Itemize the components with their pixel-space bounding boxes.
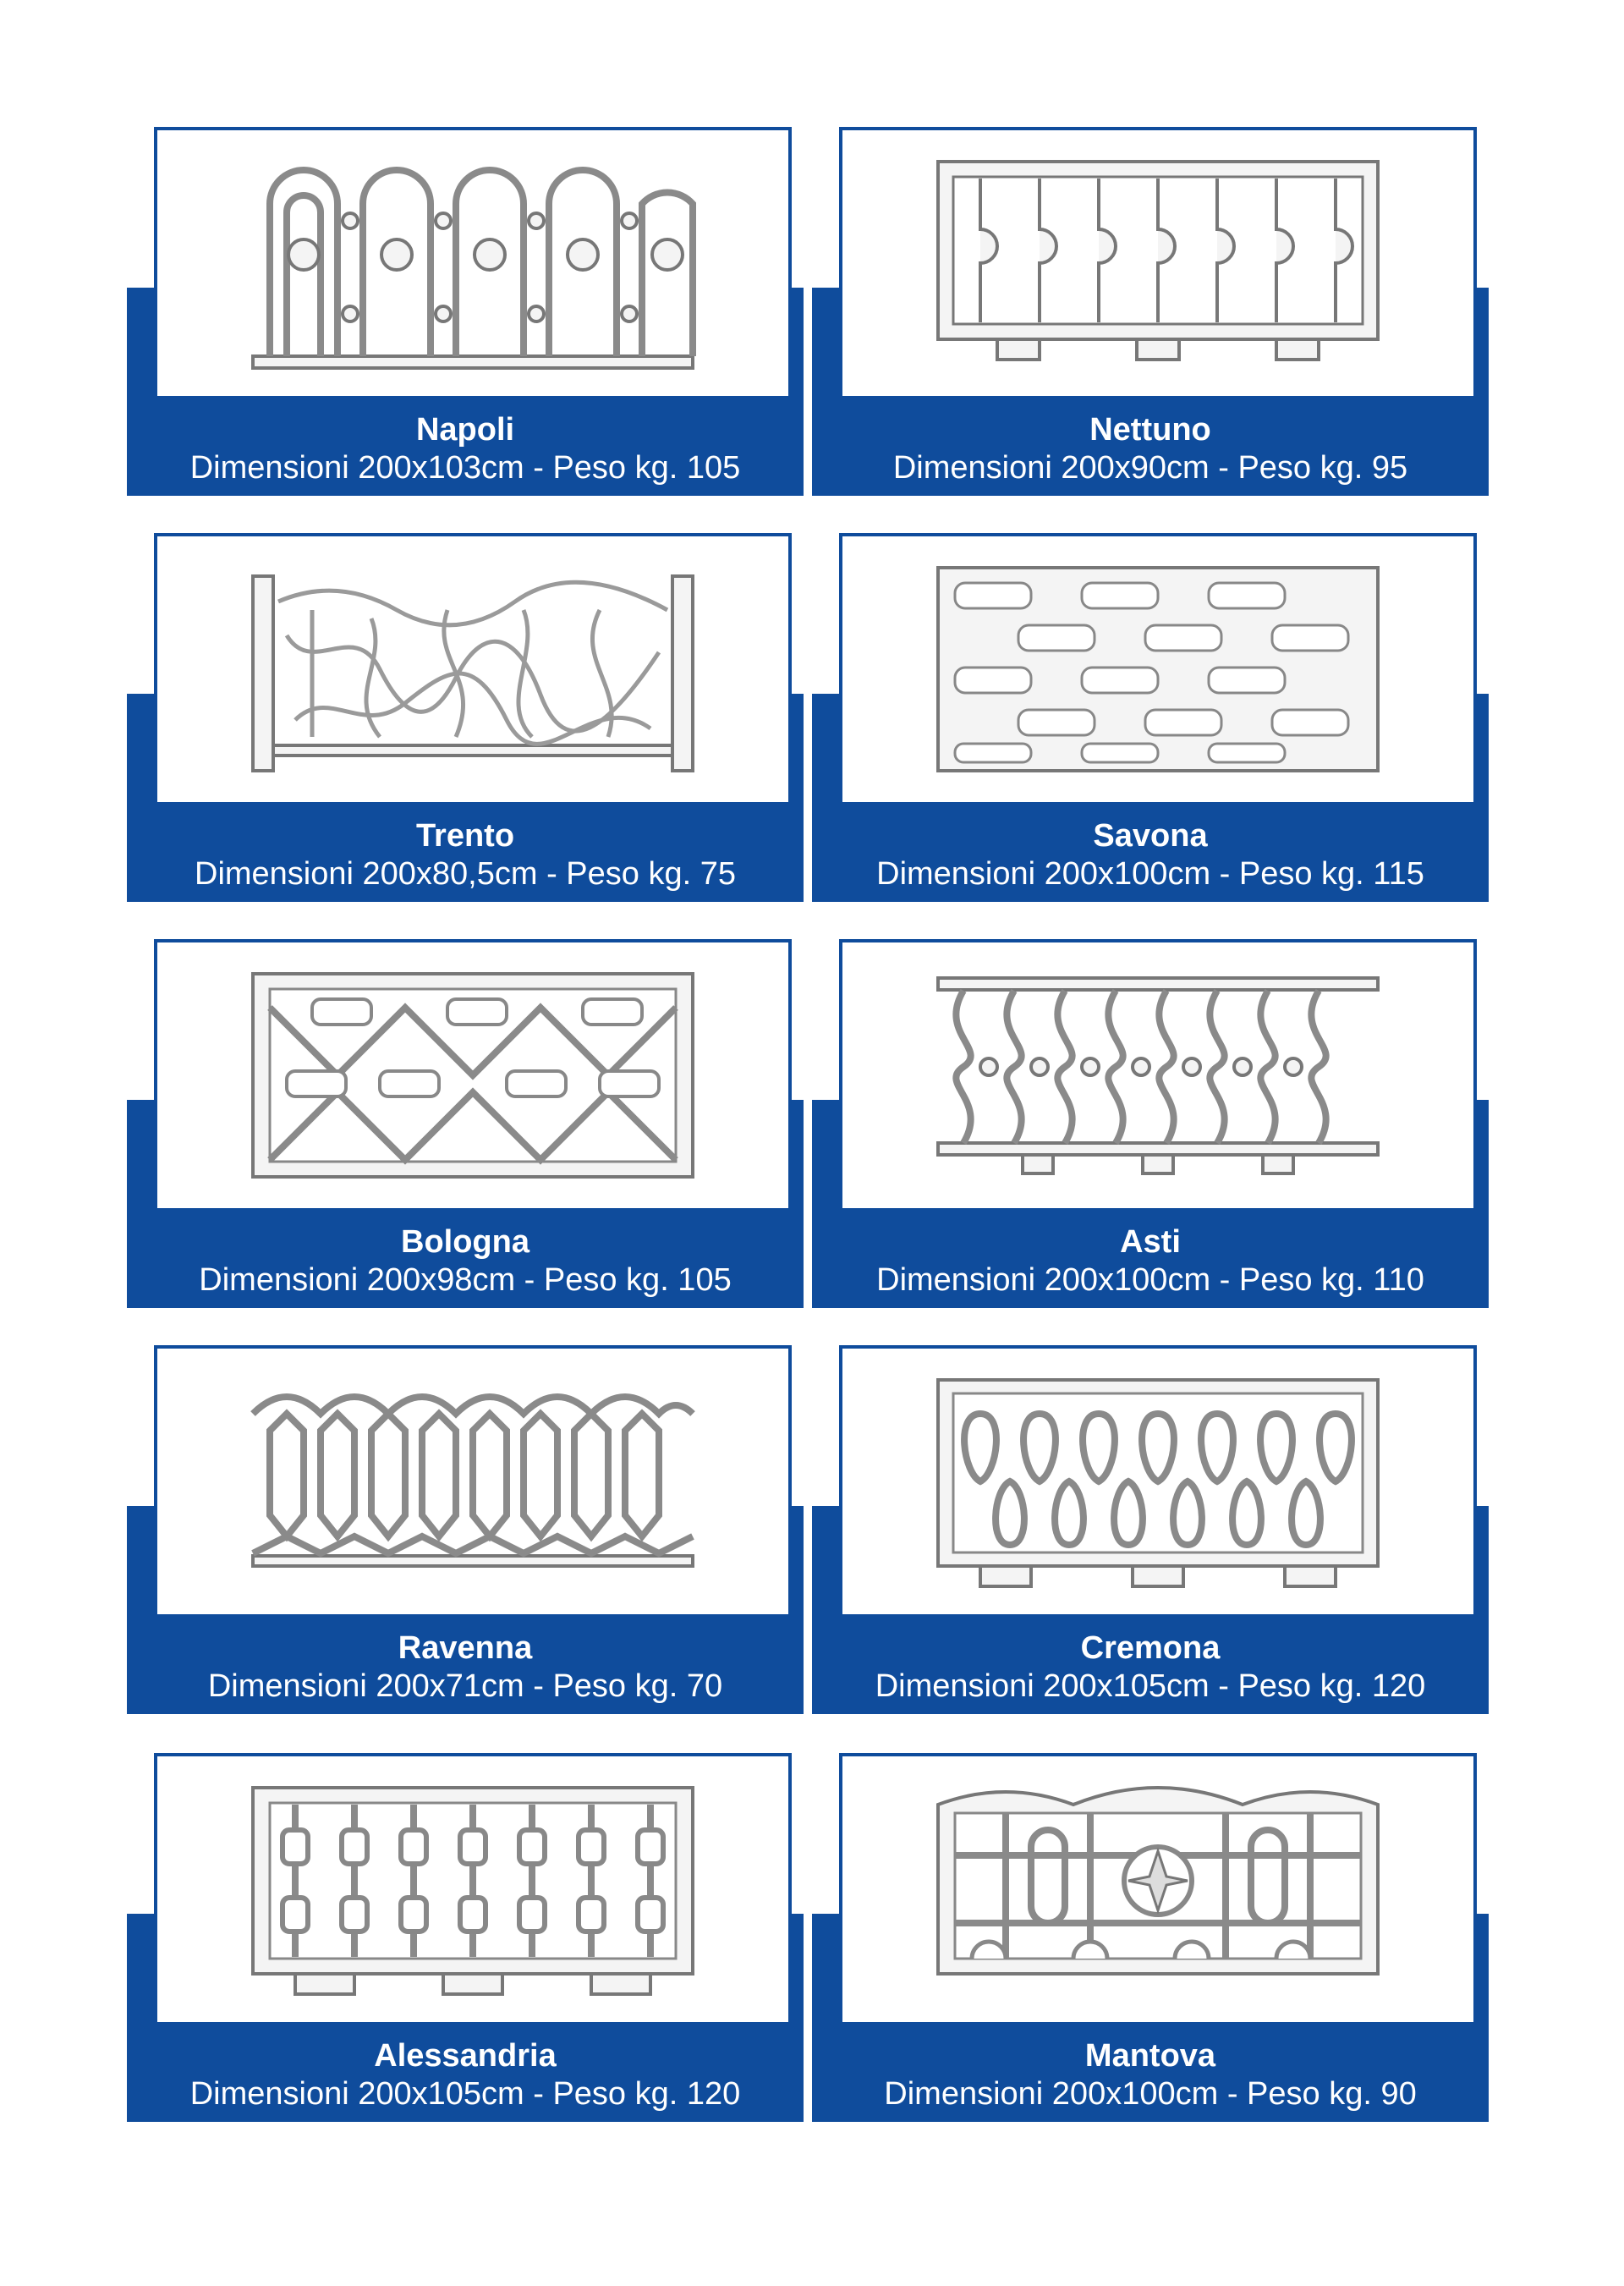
product-spec: Dimensioni 200x100cm - Peso kg. 110 bbox=[876, 1262, 1424, 1298]
product-card-nettuno bbox=[812, 127, 1489, 496]
napoli-railing-image bbox=[236, 145, 710, 382]
product-caption bbox=[127, 817, 804, 893]
product-image-frame bbox=[839, 1345, 1477, 1618]
product-image-frame bbox=[154, 1345, 792, 1618]
product-image-frame bbox=[154, 127, 792, 399]
product-name: Savona bbox=[1093, 818, 1208, 854]
asti-railing-image bbox=[921, 957, 1395, 1194]
product-spec: Dimensioni 200x103cm - Peso kg. 105 bbox=[189, 450, 741, 486]
product-caption bbox=[812, 1629, 1489, 1706]
product-spec: Dimensioni 200x105cm - Peso kg. 120 bbox=[189, 2076, 741, 2112]
product-image-frame bbox=[839, 533, 1477, 805]
product-name: Asti bbox=[1120, 1224, 1181, 1260]
nettuno-railing-image bbox=[921, 145, 1395, 382]
product-name: Ravenna bbox=[398, 1630, 533, 1666]
product-caption bbox=[127, 2037, 804, 2113]
product-card-trento bbox=[127, 533, 804, 902]
mantova-railing-image bbox=[921, 1771, 1395, 2008]
product-image-frame bbox=[154, 939, 792, 1212]
product-name: Trento bbox=[415, 818, 515, 854]
savona-railing-image bbox=[921, 551, 1395, 788]
product-spec: Dimensioni 200x80,5cm - Peso kg. 75 bbox=[195, 856, 736, 892]
product-name: Mantova bbox=[1084, 2038, 1216, 2074]
product-name: Bologna bbox=[401, 1224, 529, 1260]
product-card-bologna bbox=[127, 939, 804, 1308]
product-image-frame bbox=[839, 1753, 1477, 2025]
cremona-railing-image bbox=[921, 1363, 1395, 1600]
product-card-cremona bbox=[812, 1345, 1489, 1714]
product-image-frame bbox=[154, 533, 792, 805]
product-card-ravenna bbox=[127, 1345, 804, 1714]
product-card-asti bbox=[812, 939, 1489, 1308]
bologna-railing-image bbox=[236, 957, 710, 1194]
product-image-frame bbox=[154, 1753, 792, 2025]
product-spec: Dimensioni 200x105cm - Peso kg. 120 bbox=[875, 1668, 1426, 1704]
ravenna-railing-image bbox=[236, 1363, 710, 1600]
product-name: Cremona bbox=[1080, 1630, 1221, 1666]
product-name: Nettuno bbox=[1089, 412, 1211, 448]
product-spec: Dimensioni 200x98cm - Peso kg. 105 bbox=[199, 1262, 732, 1298]
product-caption bbox=[127, 411, 804, 487]
product-caption bbox=[127, 1223, 804, 1300]
product-card-mantova bbox=[812, 1753, 1489, 2122]
product-caption bbox=[812, 817, 1489, 893]
product-card-napoli bbox=[127, 127, 804, 496]
product-name: Napoli bbox=[415, 412, 515, 448]
product-caption bbox=[812, 2037, 1489, 2113]
product-name: Alessandria bbox=[374, 2038, 557, 2074]
product-card-alessandria bbox=[127, 1753, 804, 2122]
alessandria-railing-image bbox=[236, 1771, 710, 2008]
product-caption bbox=[812, 1223, 1489, 1300]
product-caption bbox=[127, 1629, 804, 1706]
product-image-frame bbox=[839, 939, 1477, 1212]
product-spec: Dimensioni 200x100cm - Peso kg. 115 bbox=[876, 856, 1424, 892]
trento-railing-image bbox=[236, 551, 710, 788]
product-spec: Dimensioni 200x90cm - Peso kg. 95 bbox=[892, 450, 1408, 486]
product-card-savona bbox=[812, 533, 1489, 902]
product-image-frame bbox=[839, 127, 1477, 399]
product-caption bbox=[812, 411, 1489, 487]
product-spec: Dimensioni 200x71cm - Peso kg. 70 bbox=[207, 1668, 723, 1704]
product-spec: Dimensioni 200x100cm - Peso kg. 90 bbox=[884, 2076, 1417, 2112]
